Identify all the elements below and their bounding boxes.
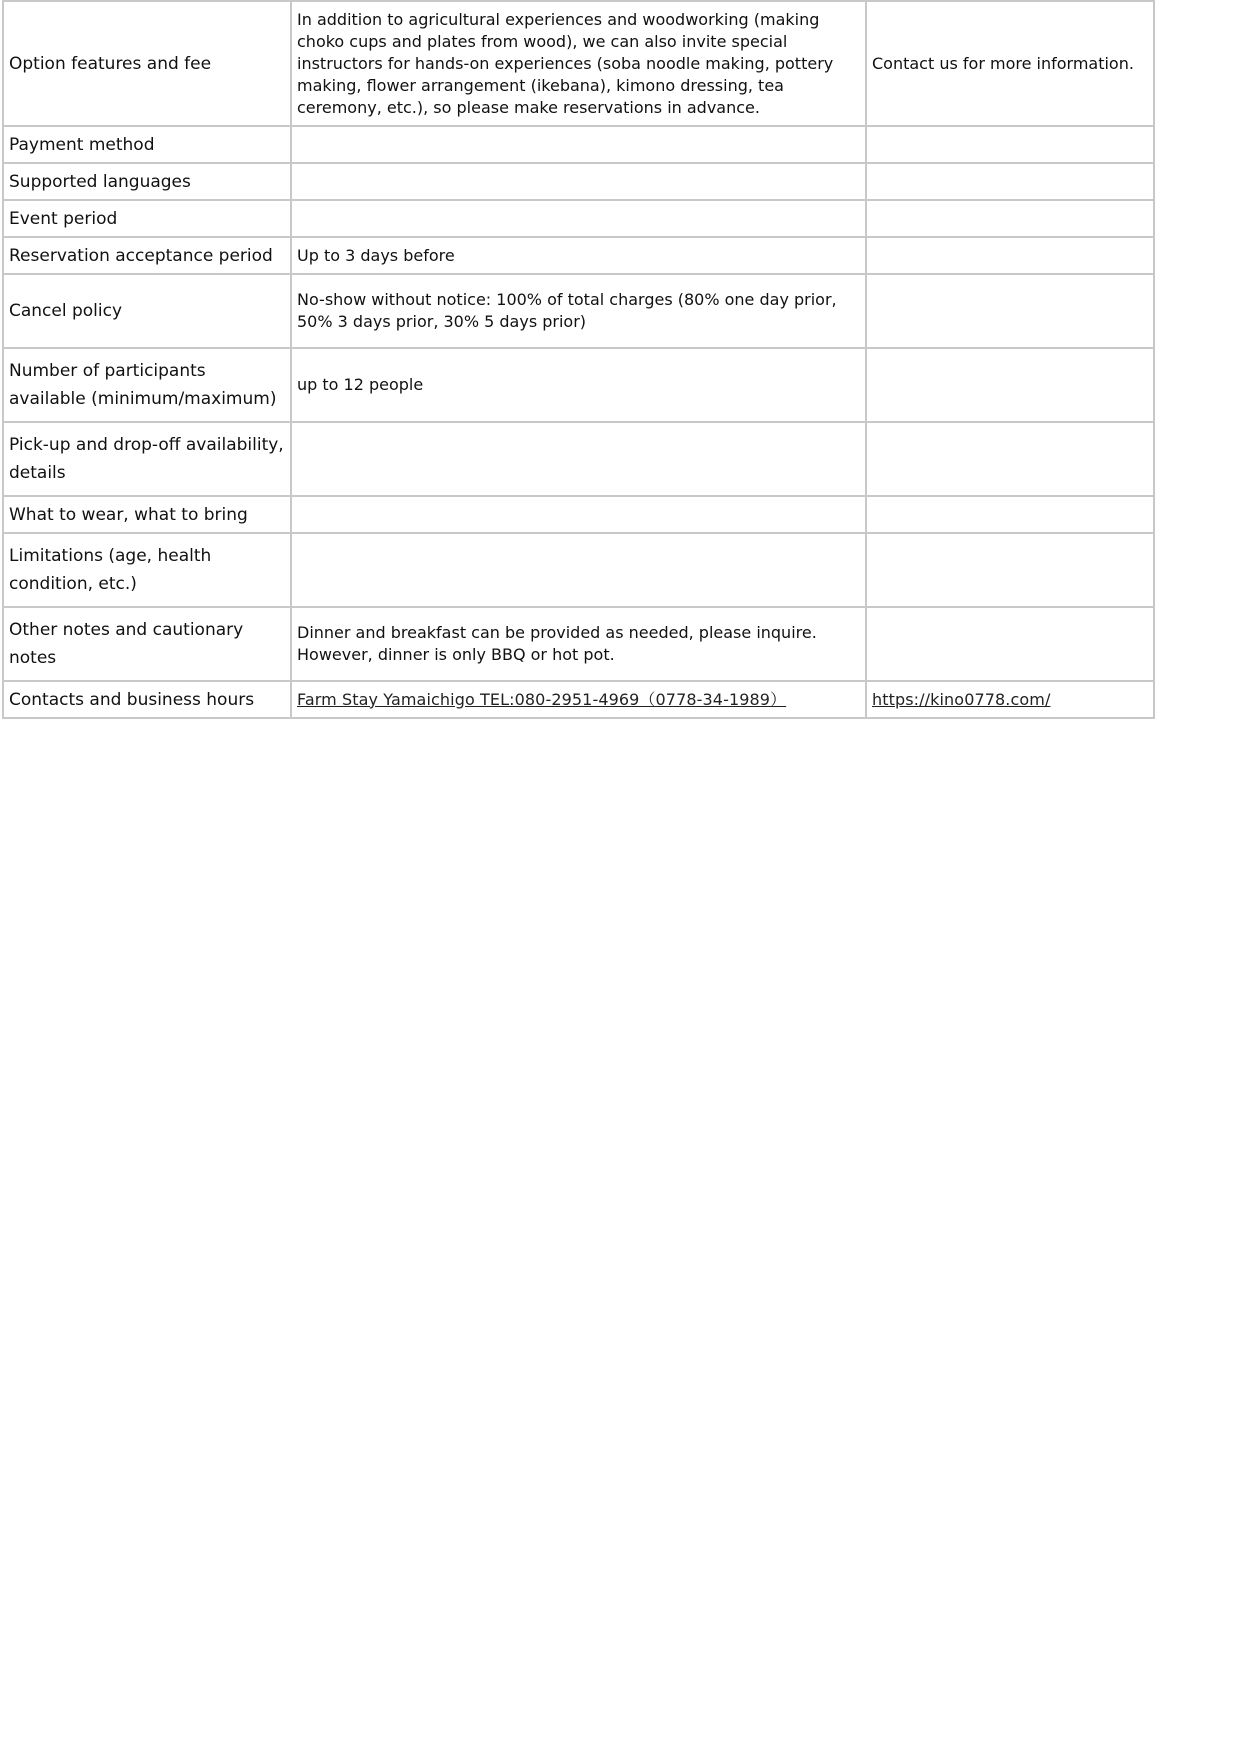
row-label: What to wear, what to bring — [3, 496, 291, 533]
table-row — [3, 348, 1154, 422]
row-label: Supported languages — [3, 163, 291, 200]
row-note — [866, 533, 1154, 607]
table-row — [3, 1, 1154, 126]
row-note: Contact us for more information. — [866, 1, 1154, 126]
row-value — [291, 496, 866, 533]
row-label: Cancel policy — [3, 274, 291, 348]
row-value — [291, 533, 866, 607]
row-note — [866, 348, 1154, 422]
contact-cell — [291, 681, 866, 718]
row-label: Other notes and cautionary notes — [3, 607, 291, 681]
table-row — [3, 163, 1154, 200]
row-value — [291, 422, 866, 496]
table-row — [3, 496, 1154, 533]
row-label: Event period — [3, 200, 291, 237]
table-row — [3, 422, 1154, 496]
row-value: up to 12 people — [291, 348, 866, 422]
row-value: Up to 3 days before — [291, 237, 866, 274]
row-value — [291, 126, 866, 163]
table-row — [3, 274, 1154, 348]
table-row — [3, 681, 1154, 718]
row-note — [866, 200, 1154, 237]
row-label: Option features and fee — [3, 1, 291, 126]
table-row — [3, 200, 1154, 237]
table-row — [3, 237, 1154, 274]
row-value: No-show without notice: 100% of total charges (80% one day prior, 50% 3 days prior, 30% 5 days prior) — [291, 274, 866, 348]
row-label: Reservation acceptance period — [3, 237, 291, 274]
row-note — [866, 237, 1154, 274]
row-label: Limitations (age, health condition, etc.) — [3, 533, 291, 607]
row-value — [291, 163, 866, 200]
row-value: Dinner and breakfast can be provided as needed, please inquire. However, dinner is only BBQ or hot pot. — [291, 607, 866, 681]
row-value — [291, 200, 866, 237]
row-note — [866, 126, 1154, 163]
website-cell — [866, 681, 1154, 718]
row-label: Number of participants available (minimum/maximum) — [3, 348, 291, 422]
row-note — [866, 496, 1154, 533]
table-row — [3, 533, 1154, 607]
row-note — [866, 607, 1154, 681]
row-label: Payment method — [3, 126, 291, 163]
table-row — [3, 607, 1154, 681]
row-label: Pick-up and drop-off availability, details — [3, 422, 291, 496]
row-note — [866, 163, 1154, 200]
row-value: In addition to agricultural experiences and woodworking (making choko cups and plates from wood), we can also invite special instructors for hands-on experiences (soba noodle making, pottery making, flower arrangement (ikebana), kimono dressing, tea ceremony, etc.), so please make reservations in advance. — [291, 1, 866, 126]
row-label: Contacts and business hours — [3, 681, 291, 718]
row-note — [866, 274, 1154, 348]
table-row — [3, 126, 1154, 163]
info-table — [2, 0, 1155, 719]
website-link[interactable]: https://kino0778.com/ — [872, 689, 1051, 709]
contact-phone-link[interactable]: Farm Stay Yamaichigo TEL:080-2951-4969（0778-34-1989） — [297, 689, 787, 709]
row-note — [866, 422, 1154, 496]
